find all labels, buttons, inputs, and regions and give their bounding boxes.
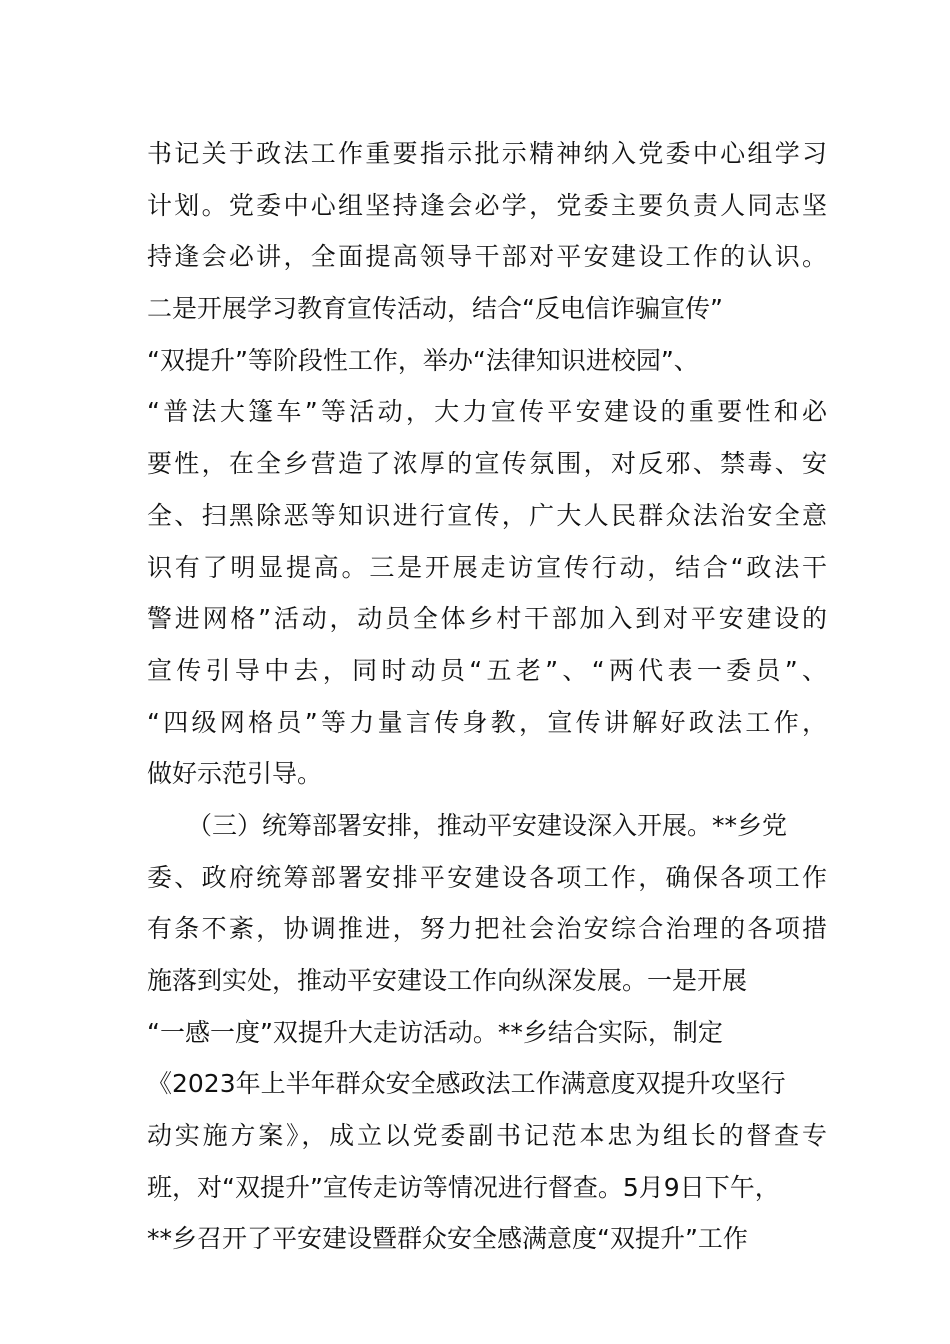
text-line: 要性，在全乡营造了浓厚的宣传氛围，对反邪、禁毒、安 xyxy=(147,449,827,479)
text-line: “普法大篷车”等活动，大力宣传平安建设的重要性和必 xyxy=(147,397,827,427)
text-line: “双提升”等阶段性工作，举办“法律知识进校园”、 xyxy=(147,345,699,375)
body-text xyxy=(147,128,827,1265)
section-heading-line: （三）统筹部署安排，推动平安建设深入开展。**乡党 xyxy=(187,810,788,840)
text-line: 警进网格”活动，动员全体乡村干部加入到对平安建设的 xyxy=(147,604,827,634)
text-line: 委、政府统筹部署安排平安建设各项工作，确保各项工作 xyxy=(147,862,827,892)
text-line: **乡召开了平安建设暨群众安全感满意度“双提升”工作 xyxy=(147,1224,748,1254)
text-line: 施落到实处，推动平安建设工作向纵深发展。一是开展 xyxy=(147,966,748,995)
text-line: 持逢会必讲，全面提高领导干部对平安建设工作的认识。 xyxy=(147,242,827,272)
text-line: “四级网格员”等力量言传身教，宣传讲解好政法工作， xyxy=(147,707,827,737)
text-line: 识有了明显提高。三是开展走访宣传行动，结合“政法干 xyxy=(147,552,827,582)
text-line: 宣传引导中去，同时动员“五老”、“两代表一委员”、 xyxy=(147,655,827,685)
text-line: 全、扫黑除恶等知识进行宣传，广大人民群众法治安全意 xyxy=(147,500,827,530)
text-line: 有条不紊，协调推进，努力把社会治安综合治理的各项措 xyxy=(147,914,827,944)
text-line: 班，对“双提升”宣传走访等情况进行督查。5月9日下午， xyxy=(147,1172,780,1202)
text-line: 计划。党委中心组坚持逢会必学，党委主要负责人同志坚 xyxy=(147,190,827,220)
text-line: 二是开展学习教育宣传活动，结合“反电信诈骗宣传” xyxy=(147,294,723,324)
text-line: 书记关于政法工作重要指示批示精神纳入党委中心组学习 xyxy=(147,139,827,168)
text-line: 《2023年上半年群众安全感政法工作满意度双提升攻坚行 xyxy=(147,1069,786,1099)
text-line: “一感一度”双提升大走访活动。**乡结合实际，制定 xyxy=(147,1017,723,1047)
text-line: 做好示范引导。 xyxy=(147,759,323,789)
text-line: 动实施方案》，成立以党委副书记范本忠为组长的督查专 xyxy=(147,1121,827,1151)
